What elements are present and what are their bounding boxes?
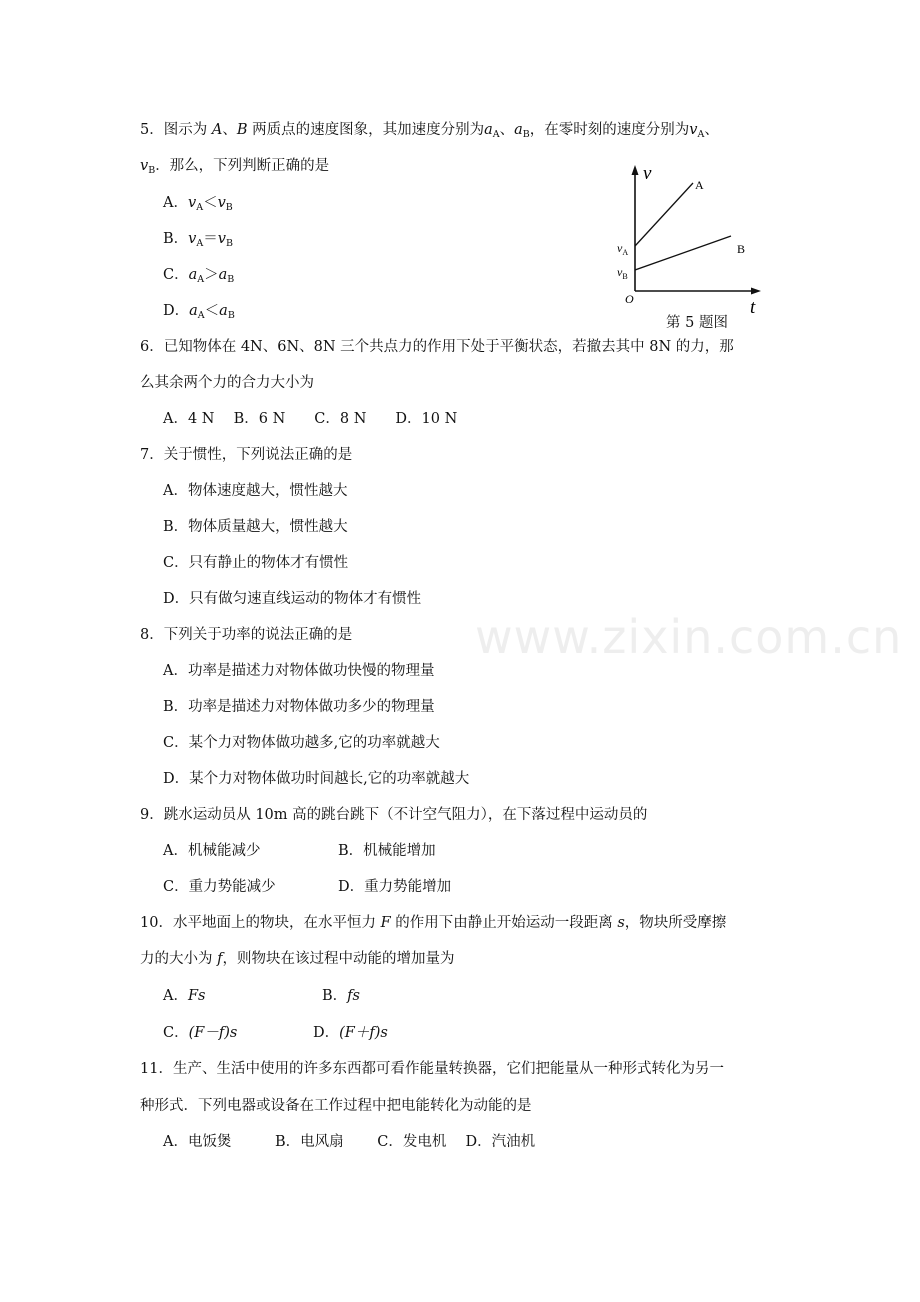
figure-caption: 第 5 题图 [666,315,728,331]
v-axis-arrow [632,165,639,175]
q7-option-d: D．只有做匀速直线运动的物体才有惯性 [163,591,422,607]
va-tick-label: $v_A$ [617,241,629,257]
q11-line-1: 11．生产、生活中使用的许多东西都可看作能量转换器，它们把能量从一种形式转化为另一 [140,1061,724,1077]
q10-option-b: B．fs [322,988,360,1004]
q5-option-b: B．$v_A=v_B$ [163,231,233,249]
q9-question: 9．跳水运动员从 10m 高的跳台跳下（不计空气阻力），在下落过程中运动员的 [140,807,648,823]
q7-option-a: A．物体速度越大，惯性越大 [163,483,348,499]
q7-option-b: B．物体质量越大，惯性越大 [163,519,348,535]
velocity-time-graph [605,160,785,335]
q8-question: 8．下列关于功率的说法正确的是 [140,627,353,643]
q6-line-2: 么其余两个力的合力大小为 [140,375,314,391]
q5-line-1: 5．图示为 A、B 两质点的速度图象，其加速度分别为$a_A$、$a_B$，在零时刻的速度分别为$v_A$、 [140,122,719,140]
q10-option-c: C．(F－f)s [163,1025,238,1041]
line-b [635,236,731,270]
q7-option-c: C．只有静止的物体才有惯性 [163,555,349,571]
q8-option-c: C．某个力对物体做功越多,它的功率就越大 [163,735,440,751]
q11-line-2: 种形式．下列电器或设备在工作过程中把电能转化为动能的是 [140,1098,532,1114]
q10-option-a: A．Fs [163,988,206,1004]
q11-options: A．电饭煲 B．电风扇 C．发电机 D．汽油机 [163,1134,536,1150]
q8-option-a: A．功率是描述力对物体做功快慢的物理量 [163,663,435,679]
q5-option-a: A．$v_A<v_B$ [163,195,233,213]
q8-option-d: D．某个力对物体做功时间越长,它的功率就越大 [163,771,470,787]
origin-label: O [625,292,634,306]
q9-option-b: B．机械能增加 [338,843,436,859]
q10-option-d: D．(F＋f)s [313,1025,388,1041]
vb-tick-label: $v_B$ [617,265,628,281]
q9-option-d: D．重力势能增加 [338,879,452,895]
line-a-label: A [695,178,704,192]
t-axis-arrow [751,288,761,295]
v-axis-label: v [643,163,652,184]
q7-question: 7．关于惯性，下列说法正确的是 [140,447,353,463]
q9-option-c: C．重力势能减少 [163,879,276,895]
q5-line-2: $v_B$．那么，下列判断正确的是 [140,158,330,176]
line-b-label: B [737,242,746,256]
watermark: www.zixin.com.cn [475,610,903,664]
q6-options: A．4 N B．6 N C．8 N D．10 N [163,411,458,427]
q10-line-2: 力的大小为 f，则物块在该过程中动能的增加量为 [140,951,455,967]
line-a [635,183,693,246]
q8-option-b: B．功率是描述力对物体做功多少的物理量 [163,699,435,715]
q10-line-1: 10．水平地面上的物块，在水平恒力 F 的作用下由静止开始运动一段距离 s，物块所受摩擦 [140,915,727,931]
t-axis-label: t [750,297,756,318]
q9-option-a: A．机械能减少 [163,843,261,859]
q6-line-1: 6．已知物体在 4N、6N、8N 三个共点力的作用下处于平衡状态，若撤去其中 8N 的力，那 [140,339,734,355]
q5-option-c: C．$a_A>a_B$ [163,267,235,285]
q5-option-d: D．$a_A<a_B$ [163,303,235,321]
